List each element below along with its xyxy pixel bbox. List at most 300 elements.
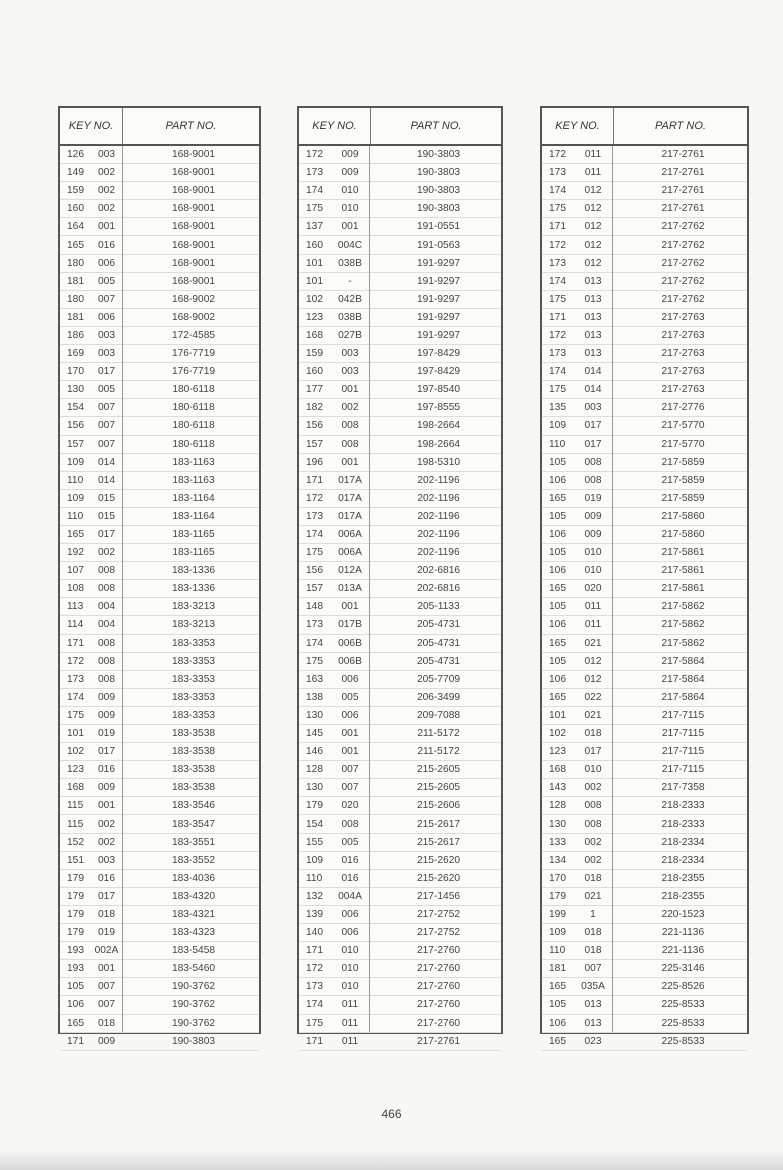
key-number: 113 <box>67 601 84 613</box>
part-number: 217-5864 <box>661 655 705 667</box>
key-number: 105 <box>549 547 566 559</box>
key-suffix: 021 <box>584 890 602 902</box>
part-number: 202-1196 <box>417 492 460 504</box>
key-number: 163 <box>306 673 323 685</box>
part-number: 217-2761 <box>661 185 705 197</box>
key-number: 180 <box>67 257 84 269</box>
key-number: 132 <box>306 890 323 902</box>
part-number: 183-3213 <box>171 619 216 631</box>
parts-table-1 <box>58 106 261 1047</box>
key-number: 168 <box>306 329 323 341</box>
key-suffix: 012 <box>584 673 602 685</box>
key-number: 109 <box>549 420 566 432</box>
key-number: 123 <box>67 764 84 776</box>
key-suffix: 016 <box>98 764 115 776</box>
table-row <box>60 924 259 942</box>
part-number: 190-3803 <box>171 1035 216 1047</box>
table-row <box>60 399 259 417</box>
table-row <box>299 544 501 562</box>
key-suffix: 011 <box>584 149 602 161</box>
key-suffix: 010 <box>341 963 359 975</box>
key-suffix: 012A <box>338 565 362 577</box>
key-number: 101 <box>549 709 566 721</box>
key-number: 149 <box>67 167 84 179</box>
table-row <box>542 834 747 852</box>
table-row <box>299 1015 501 1033</box>
key-number: 168 <box>549 764 566 776</box>
key-number: 105 <box>549 655 566 667</box>
table-row <box>542 598 747 616</box>
table-row <box>60 1033 259 1051</box>
part-number: 217-2762 <box>661 293 705 305</box>
table-row <box>60 580 259 598</box>
part-number: 202-1196 <box>417 474 460 486</box>
part-number: 217-2752 <box>416 927 461 939</box>
part-number: 183-1163 <box>172 456 215 468</box>
key-number: 175 <box>549 293 566 305</box>
key-suffix: 012 <box>584 655 602 667</box>
key-suffix: 001 <box>341 746 359 758</box>
table-row <box>60 544 259 562</box>
key-number: 193 <box>67 963 84 975</box>
key-suffix: 013 <box>584 293 602 305</box>
key-number: 106 <box>67 999 84 1011</box>
key-number: 109 <box>67 492 84 504</box>
table-row <box>60 381 259 399</box>
key-number: 174 <box>306 529 323 541</box>
key-number: 171 <box>67 637 84 649</box>
part-number: 217-5770 <box>661 438 705 450</box>
part-number: 217-5861 <box>661 547 705 559</box>
table-row <box>60 490 259 508</box>
key-suffix: 038B <box>338 311 362 323</box>
part-number: 217-5859 <box>661 456 705 468</box>
key-number: 171 <box>549 311 566 323</box>
key-number: 146 <box>306 746 323 758</box>
part-number: 217-2762 <box>661 257 705 269</box>
key-number: 179 <box>306 800 323 812</box>
table-row <box>60 345 259 363</box>
key-suffix: 003 <box>98 149 115 161</box>
key-number: 134 <box>549 854 566 866</box>
key-no-header: KEY NO. <box>542 108 614 144</box>
key-number: 173 <box>306 510 323 522</box>
part-number: 191-9297 <box>416 275 461 287</box>
table-row <box>60 761 259 779</box>
part-number: 217-1456 <box>416 890 461 902</box>
part-number: 217-2763 <box>661 348 705 360</box>
table-row <box>60 815 259 833</box>
key-number: 160 <box>306 366 323 378</box>
table-row <box>299 653 501 671</box>
key-suffix: 008 <box>584 818 602 830</box>
part-number: 183-3546 <box>171 800 216 812</box>
key-suffix: 006 <box>341 908 359 920</box>
part-number: 217-7358 <box>661 782 705 794</box>
table-row <box>60 797 259 815</box>
key-number: 130 <box>306 782 323 794</box>
key-suffix: 003 <box>98 348 115 360</box>
key-suffix: 011 <box>341 1017 359 1029</box>
table-header <box>542 108 747 146</box>
part-number: 225-8533 <box>661 999 705 1011</box>
table-row <box>299 1033 501 1051</box>
part-number: 183-1165 <box>172 529 215 541</box>
key-number: 164 <box>67 221 84 233</box>
key-suffix: 006A <box>338 547 362 559</box>
key-number: 156 <box>67 420 84 432</box>
key-suffix: 011 <box>341 999 359 1011</box>
part-number: 220-1523 <box>661 908 705 920</box>
key-suffix: 012 <box>584 221 602 233</box>
table-row <box>542 978 747 996</box>
key-suffix: 001 <box>341 601 359 613</box>
part-number: 191-9297 <box>416 329 461 341</box>
key-suffix: 013 <box>584 275 602 287</box>
key-number: 128 <box>306 764 323 776</box>
table-row <box>542 996 747 1014</box>
part-number: 183-1164 <box>172 510 215 522</box>
table-row <box>299 164 501 182</box>
key-suffix: 007 <box>98 999 115 1011</box>
key-suffix: 018 <box>98 908 115 920</box>
key-number: 106 <box>549 474 566 486</box>
part-number: 168-9001 <box>171 239 216 251</box>
key-number: 105 <box>549 601 566 613</box>
part-number: 217-2776 <box>661 402 705 414</box>
part-number: 225-8526 <box>661 981 705 993</box>
part-number: 183-4036 <box>171 872 216 884</box>
key-number: 172 <box>306 963 323 975</box>
table-row <box>299 779 501 797</box>
part-number: 183-5460 <box>171 963 216 975</box>
key-suffix: 016 <box>341 872 359 884</box>
table-row <box>299 327 501 345</box>
key-suffix: 009 <box>584 510 602 522</box>
table-row <box>60 472 259 490</box>
table-row <box>299 399 501 417</box>
table-row <box>299 526 501 544</box>
key-number: 171 <box>67 1035 84 1047</box>
key-suffix: 001 <box>341 456 359 468</box>
key-suffix: 008 <box>341 818 359 830</box>
part-number: 217-7115 <box>661 728 705 740</box>
key-number: 172 <box>549 239 566 251</box>
key-suffix: 1 <box>590 908 596 920</box>
key-number: 172 <box>549 149 566 161</box>
key-number: 159 <box>306 348 323 360</box>
key-number: 148 <box>306 601 323 613</box>
key-suffix: 019 <box>98 728 115 740</box>
key-number: 102 <box>67 746 84 758</box>
key-suffix: 007 <box>341 782 359 794</box>
key-suffix: 038B <box>338 257 362 269</box>
table-row <box>542 924 747 942</box>
key-suffix: 013 <box>584 1017 602 1029</box>
key-suffix: 007 <box>341 764 359 776</box>
table-row <box>60 689 259 707</box>
table-row <box>60 996 259 1014</box>
key-number: 105 <box>549 456 566 468</box>
part-number: 217-2763 <box>661 366 705 378</box>
key-suffix: 009 <box>98 1035 115 1047</box>
table-body <box>60 146 259 1047</box>
key-suffix: 008 <box>341 420 359 432</box>
part-number: 205-7709 <box>416 673 461 685</box>
table-row <box>299 870 501 888</box>
table-row <box>542 707 747 725</box>
key-number: 140 <box>306 927 323 939</box>
key-suffix: 012 <box>584 239 602 251</box>
key-number: 179 <box>549 890 566 902</box>
key-suffix: 014 <box>98 474 115 486</box>
key-suffix: 010 <box>584 565 602 577</box>
key-suffix: 005 <box>341 836 359 848</box>
part-number: 172-4585 <box>171 329 216 341</box>
part-number: 202-6816 <box>416 565 461 577</box>
table-row <box>542 381 747 399</box>
table-row <box>542 182 747 200</box>
table-row <box>60 562 259 580</box>
part-number: 217-5859 <box>661 474 705 486</box>
part-number: 183-5458 <box>171 945 216 957</box>
key-number: 177 <box>306 384 323 396</box>
key-suffix: 009 <box>341 167 359 179</box>
key-number: 160 <box>306 239 323 251</box>
key-suffix: 001 <box>341 384 359 396</box>
table-row <box>542 960 747 978</box>
part-number: 217-5860 <box>661 529 705 541</box>
part-number: 217-2763 <box>661 384 705 396</box>
part-number: 217-2760 <box>416 999 461 1011</box>
key-suffix: 016 <box>98 239 115 251</box>
part-number: 183-3538 <box>171 746 216 758</box>
key-number: 154 <box>306 818 323 830</box>
table-row <box>60 852 259 870</box>
key-suffix: 008 <box>341 438 359 450</box>
table-row <box>60 616 259 634</box>
key-suffix: 003 <box>98 854 115 866</box>
part-number: 176-7719 <box>171 366 216 378</box>
part-number: 211-5172 <box>417 728 460 740</box>
key-number: 171 <box>306 945 323 957</box>
part-number: 190-3803 <box>416 185 461 197</box>
part-number: 202-1196 <box>417 529 460 541</box>
table-row <box>299 616 501 634</box>
table-row <box>299 743 501 761</box>
table-row <box>299 454 501 472</box>
table-row <box>299 182 501 200</box>
part-number: 218-2355 <box>661 872 705 884</box>
part-number: 217-5861 <box>661 565 705 577</box>
key-number: 175 <box>549 384 566 396</box>
table-row <box>60 526 259 544</box>
key-number: 165 <box>549 981 566 993</box>
table-row <box>299 725 501 743</box>
table-row <box>60 454 259 472</box>
table-row <box>60 164 259 182</box>
part-number: 217-2760 <box>416 945 461 957</box>
key-number: 165 <box>549 583 566 595</box>
key-number: 105 <box>549 999 566 1011</box>
key-suffix: 010 <box>584 547 602 559</box>
table-row <box>542 327 747 345</box>
table-row <box>542 345 747 363</box>
part-number: 183-1336 <box>171 583 216 595</box>
key-suffix: 012 <box>584 185 602 197</box>
key-number: 157 <box>67 438 84 450</box>
key-suffix: 017 <box>98 890 115 902</box>
table-row <box>299 761 501 779</box>
table-row <box>542 236 747 254</box>
key-number: 181 <box>67 311 84 323</box>
table-row <box>542 1033 747 1051</box>
table-header <box>299 108 501 146</box>
key-number: 165 <box>67 1017 84 1029</box>
table-row <box>299 580 501 598</box>
part-number: 206-3499 <box>416 691 461 703</box>
key-suffix: 011 <box>341 1035 359 1047</box>
key-suffix: 002 <box>584 782 602 794</box>
table-row <box>299 508 501 526</box>
key-suffix: 017A <box>338 474 362 486</box>
table-row <box>542 906 747 924</box>
key-suffix: 014 <box>584 384 602 396</box>
table-row <box>60 291 259 309</box>
part-number: 183-3353 <box>171 709 216 721</box>
table-row <box>299 635 501 653</box>
table-row <box>542 725 747 743</box>
table-row <box>542 689 747 707</box>
key-number: 182 <box>306 402 323 414</box>
key-suffix: 021 <box>584 709 602 721</box>
page-number: 466 <box>381 1107 402 1121</box>
part-number: 209-7088 <box>416 709 461 721</box>
key-suffix: 018 <box>98 1017 115 1029</box>
key-suffix: 007 <box>98 981 115 993</box>
part-no-header: PART NO. <box>165 120 217 132</box>
key-number: 165 <box>549 691 566 703</box>
table-row <box>60 218 259 236</box>
key-number: 174 <box>67 691 84 703</box>
table-row <box>60 942 259 960</box>
part-number: 183-3538 <box>171 782 216 794</box>
key-suffix: 002 <box>584 854 602 866</box>
key-number: 115 <box>67 800 84 812</box>
part-number: 217-2761 <box>661 203 705 215</box>
key-suffix: 002 <box>98 836 115 848</box>
part-number: 180-6118 <box>172 384 215 396</box>
key-suffix: 001 <box>98 221 115 233</box>
key-suffix: 002 <box>584 836 602 848</box>
key-number: 193 <box>67 945 84 957</box>
key-suffix: 002 <box>98 818 115 830</box>
part-number: 217-2762 <box>661 239 705 251</box>
key-suffix: 009 <box>584 529 602 541</box>
table-row <box>299 797 501 815</box>
table-row <box>542 164 747 182</box>
part-number: 217-2761 <box>661 149 705 161</box>
key-suffix: 003 <box>98 329 115 341</box>
key-number: 106 <box>549 619 566 631</box>
key-number: 173 <box>306 619 323 631</box>
table-row <box>299 417 501 435</box>
key-number: 175 <box>306 1017 323 1029</box>
table-row <box>60 1015 259 1033</box>
key-suffix: 010 <box>584 764 602 776</box>
table-row <box>60 508 259 526</box>
key-suffix: 017A <box>338 510 362 522</box>
part-number: 217-5864 <box>661 673 705 685</box>
parts-table-3 <box>540 106 749 1047</box>
table-row <box>299 598 501 616</box>
key-number: 101 <box>67 728 84 740</box>
table-row <box>542 273 747 291</box>
table-row <box>299 671 501 689</box>
key-suffix: 017 <box>584 420 602 432</box>
table-row <box>299 236 501 254</box>
part-number: 225-8533 <box>661 1017 705 1029</box>
key-number: 115 <box>67 818 84 830</box>
table-row <box>60 707 259 725</box>
key-suffix: 027B <box>338 329 362 341</box>
key-suffix: 006B <box>338 655 362 667</box>
key-suffix: 004 <box>98 619 115 631</box>
table-row <box>60 363 259 381</box>
table-row <box>60 598 259 616</box>
key-number: 181 <box>549 963 566 975</box>
key-number: 110 <box>67 474 84 486</box>
key-suffix: 002 <box>98 167 115 179</box>
key-number: 174 <box>306 637 323 649</box>
key-suffix: 002 <box>98 185 115 197</box>
part-number: 183-3353 <box>171 637 216 649</box>
part-number: 217-2763 <box>661 329 705 341</box>
table-row <box>542 472 747 490</box>
part-number: 183-1164 <box>172 492 215 504</box>
table-row <box>542 146 747 164</box>
key-suffix: 010 <box>341 203 359 215</box>
key-suffix: 005 <box>98 384 115 396</box>
table-row <box>542 942 747 960</box>
key-number: 109 <box>306 854 323 866</box>
table-row <box>542 852 747 870</box>
part-number: 215-2620 <box>416 854 461 866</box>
key-suffix: 010 <box>341 981 359 993</box>
key-number: 106 <box>549 1017 566 1029</box>
part-number: 183-3538 <box>171 764 216 776</box>
part-number: 191-9297 <box>416 311 461 323</box>
scan-edge <box>0 1150 783 1170</box>
key-suffix: 015 <box>98 492 115 504</box>
part-number: 180-6118 <box>172 438 215 450</box>
part-number: 217-2760 <box>416 981 461 993</box>
key-number: 159 <box>67 185 84 197</box>
key-suffix: 011 <box>584 167 602 179</box>
key-suffix: 003 <box>341 366 359 378</box>
key-number: 179 <box>67 872 84 884</box>
key-suffix: 004 <box>98 601 115 613</box>
part-number: 217-2752 <box>416 908 461 920</box>
part-number: 183-3353 <box>171 673 216 685</box>
part-number: 205-1133 <box>417 601 460 613</box>
key-suffix: 001 <box>98 963 115 975</box>
table-row <box>542 562 747 580</box>
table-row <box>299 363 501 381</box>
table-row <box>60 888 259 906</box>
table-row <box>299 472 501 490</box>
table-row <box>60 146 259 164</box>
